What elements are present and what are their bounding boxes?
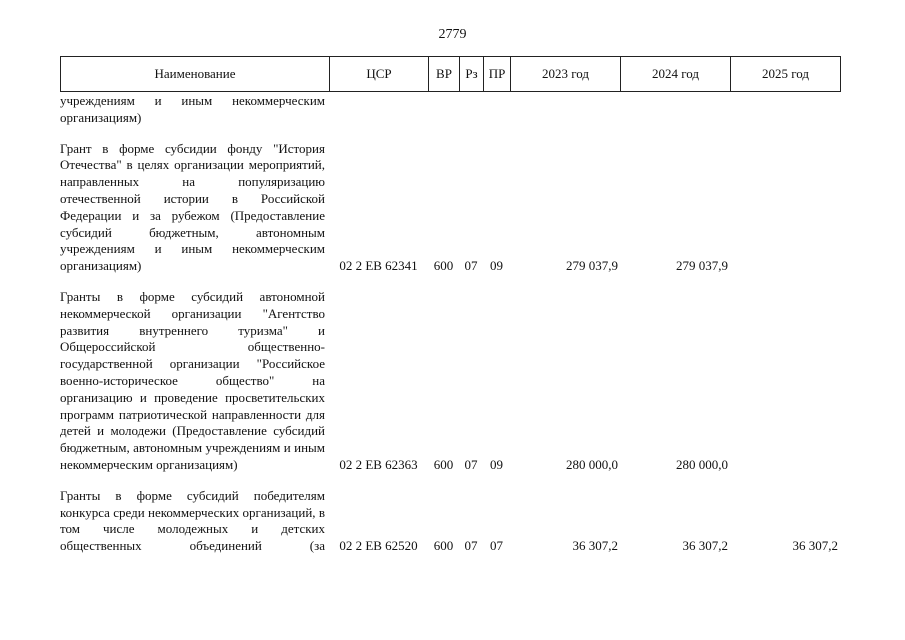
table-header (60, 56, 841, 92)
row-2025: 36 307,2 (792, 538, 838, 554)
row-csr: 02 2 ЕВ 62520 (339, 538, 418, 554)
header-rz: Рз (460, 57, 484, 92)
row-name: Грант в форме субсидии фонду "История Отечества" в целях организации мероприятий, направленных на популяризацию отечественной истории в Российской Федерации и за рубежом (Предоставление субсидий бюджетным, автономным учреждениям и иным некоммерческим организациям) (60, 140, 325, 274)
row-2024: 36 307,2 (682, 538, 728, 554)
row-2024: 279 037,9 (676, 258, 728, 274)
row-2023 (510, 93, 620, 127)
row-vr: 600 (433, 456, 454, 472)
row-2023: 279 037,9 (566, 258, 618, 274)
row-name: Гранты в форме субсидий автономной некоммерческой организации "Агентство развития внутреннего туризма" и Общероссийской общественно-государственной организации "Российское военно-историческое общество" на организацию и проведение просветительских программ патриотической направленности для детей и молодежи (Предоставление субсидий бюджетным, автономным учреждениям и иным некоммерческим организациям) (60, 288, 325, 472)
row-rz (459, 93, 483, 127)
row-2025 (730, 275, 840, 474)
row-rz: 07 (464, 538, 478, 554)
row-name: Гранты в форме субсидий победителям конкурса среди некоммерческих организаций, в том числе молодежных и детских общественных объединений (за (60, 487, 325, 554)
row-vr (428, 93, 459, 127)
row-csr (329, 93, 428, 127)
table-body (60, 93, 840, 555)
row-2025 (730, 93, 840, 127)
row-vr: 600 (433, 258, 454, 274)
row-pr: 09 (490, 258, 503, 274)
header-vr: ВР (429, 57, 460, 92)
row-vr: 600 (433, 538, 454, 554)
row-2024: 280 000,0 (676, 456, 728, 472)
header-2023: 2023 год (511, 57, 621, 92)
page-number: 2779 (438, 27, 467, 42)
header-2025: 2025 год (731, 57, 841, 92)
row-rz: 07 (464, 456, 478, 472)
row-2023: 280 000,0 (566, 456, 618, 472)
row-2023: 36 307,2 (572, 538, 618, 554)
table-row (60, 93, 840, 127)
table-row (60, 474, 840, 555)
header-2024: 2024 год (621, 57, 731, 92)
row-rz: 07 (464, 258, 478, 274)
row-pr (483, 93, 510, 127)
table-row (60, 275, 840, 474)
row-2024 (620, 93, 730, 127)
row-name: учреждениям и иным некоммерческим организациям) (60, 93, 325, 125)
row-pr: 07 (490, 538, 503, 554)
table-row (60, 127, 840, 275)
row-csr: 02 2 ЕВ 62341 (339, 258, 418, 274)
header-pr: ПР (484, 57, 511, 92)
header-csr: ЦСР (330, 57, 429, 92)
row-pr: 09 (490, 456, 503, 472)
header-name: Наименование (61, 57, 330, 92)
row-csr: 02 2 ЕВ 62363 (339, 456, 418, 472)
row-2025 (730, 127, 840, 275)
